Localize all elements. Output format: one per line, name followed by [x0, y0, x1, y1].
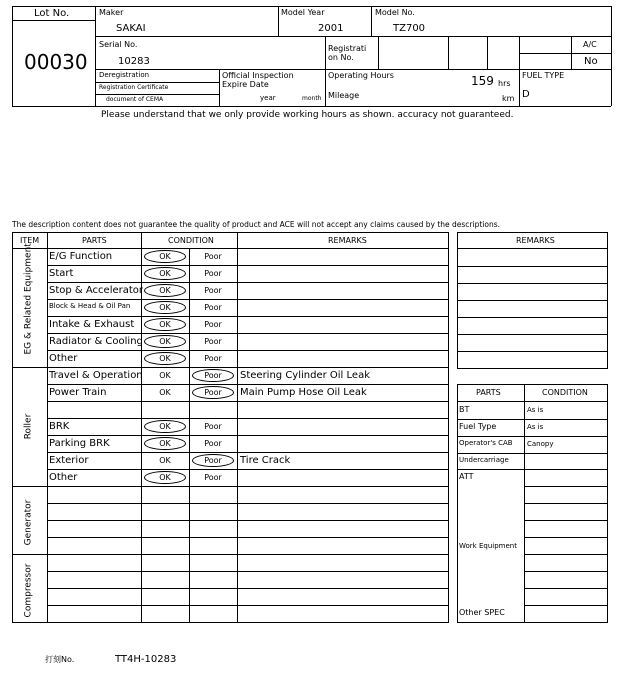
stamp-value: TT4H-10283: [115, 654, 177, 665]
right-condition-fuel-type: As is: [527, 423, 544, 431]
maker-label: Maker: [99, 8, 124, 17]
km-label: km: [502, 94, 515, 103]
selected-condition-circle: [144, 301, 186, 314]
ok-option: OK: [159, 354, 171, 363]
selected-condition-circle: [144, 318, 186, 331]
operating-hours-label: Operating Hours: [328, 71, 394, 80]
ok-option: OK: [159, 337, 171, 346]
part-label: Exterior: [49, 455, 89, 466]
right-part-undercarriage: Undercarriage: [459, 456, 509, 464]
ac-label: A/C: [583, 40, 597, 49]
fuel-type-label: FUEL TYPE: [522, 71, 565, 80]
part-label: Start: [49, 268, 74, 279]
other-spec-label: Other SPEC: [459, 608, 505, 617]
ok-option: OK: [159, 473, 171, 482]
group-label-roller: Roller: [23, 413, 34, 440]
remarks-header: REMARKS: [328, 236, 367, 245]
mileage-label: Mileage: [328, 91, 360, 100]
selected-condition-circle: [144, 352, 186, 365]
model-no-value: TZ700: [393, 23, 426, 34]
poor-option: Poor: [204, 439, 222, 448]
selected-condition-circle: [192, 454, 234, 467]
right-condition-bt: As is: [527, 406, 544, 414]
right-parts-header: PARTS: [476, 388, 501, 397]
poor-option: Poor: [204, 337, 222, 346]
part-label: Other: [49, 353, 78, 364]
deregistration-label: Deregistration: [99, 71, 150, 79]
right-part-fuel-type: Fuel Type: [459, 422, 497, 431]
selected-condition-circle: [144, 437, 186, 450]
right-condition-header: CONDITION: [542, 388, 588, 397]
ac-value: No: [584, 56, 598, 67]
remarks-text: Tire Crack: [240, 455, 291, 466]
ok-option: OK: [159, 439, 171, 448]
model-year-value: 2001: [318, 23, 344, 34]
ok-option: OK: [159, 388, 171, 397]
poor-option: Poor: [204, 354, 222, 363]
condition-header: CONDITION: [168, 236, 214, 245]
poor-option: Poor: [204, 252, 222, 261]
right-remarks-header: REMARKS: [516, 236, 555, 245]
selected-condition-circle: [144, 284, 186, 297]
inspection-label: Official Inspection Expire Date: [222, 71, 294, 89]
ok-option: OK: [159, 286, 171, 295]
part-label: BRK: [49, 421, 70, 432]
serial-value: 10283: [118, 56, 150, 67]
ok-option: OK: [159, 422, 171, 431]
selected-condition-circle: [144, 471, 186, 484]
right-part-operator-cab: Operator's CAB: [459, 439, 513, 447]
right-part-att: ATT: [459, 472, 474, 481]
poor-option: Poor: [204, 286, 222, 295]
month-label: month: [302, 95, 322, 102]
operating-hours-value: 159: [471, 74, 494, 88]
maker-value: SAKAI: [116, 23, 146, 34]
remarks-text: Steering Cylinder Oil Leak: [240, 370, 370, 381]
right-condition-operator-cab: Canopy: [527, 440, 554, 448]
poor-option: Poor: [204, 473, 222, 482]
selected-condition-circle: [192, 369, 234, 382]
part-label: Intake & Exhaust: [49, 319, 135, 330]
item-header: ITEM: [20, 236, 40, 245]
registration-certificate-label: Registration Certificate: [99, 84, 169, 91]
cema-document-label: document of CEMA: [106, 96, 164, 103]
hrs-label: hrs: [498, 79, 511, 88]
selected-condition-circle: [192, 386, 234, 399]
part-label: E/G Function: [49, 251, 113, 262]
selected-condition-circle: [144, 335, 186, 348]
year-label: year: [260, 94, 276, 102]
poor-option: Poor: [204, 422, 222, 431]
selected-condition-circle: [144, 250, 186, 263]
right-part-bt: BT: [459, 405, 470, 414]
part-label: Other: [49, 472, 78, 483]
poor-option: Poor: [204, 320, 222, 329]
part-label: Travel & Operation: [49, 370, 143, 381]
group-label-generator: Generator: [23, 499, 34, 546]
model-no-label: Model No.: [375, 8, 415, 17]
group-label-eg: EG & Related Equipment: [23, 243, 34, 355]
serial-label: Serial No.: [99, 40, 138, 49]
lot-label: Lot No.: [34, 8, 70, 19]
selected-condition-circle: [144, 420, 186, 433]
remarks-text: Main Pump Hose Oil Leak: [240, 387, 367, 398]
ok-option: OK: [159, 320, 171, 329]
selected-condition-circle: [144, 267, 186, 280]
registration-label: Registrati on No.: [328, 44, 367, 63]
poor-option: Poor: [204, 371, 222, 380]
part-label: Radiator & Cooling: [49, 336, 143, 347]
model-year-label: Model Year: [281, 8, 325, 17]
ok-option: OK: [159, 371, 171, 380]
poor-option: Poor: [204, 269, 222, 278]
ok-option: OK: [159, 303, 171, 312]
fuel-type-value: D: [522, 89, 530, 100]
parts-header: PARTS: [82, 236, 107, 245]
poor-option: Poor: [204, 388, 222, 397]
group-label-compressor: Compressor: [23, 563, 34, 618]
ok-option: OK: [159, 269, 171, 278]
poor-option: Poor: [204, 303, 222, 312]
part-label: Block & Head & Oil Pan: [49, 302, 131, 310]
ok-option: OK: [159, 252, 171, 261]
poor-option: Poor: [204, 456, 222, 465]
part-label: Parking BRK: [49, 438, 110, 449]
ok-option: OK: [159, 456, 171, 465]
work-equipment-label: Work Equipment: [459, 542, 517, 550]
disclaimer: The description content does not guarantee the quality of product and ACE will not accept any claims caused by the descriptions.: [12, 220, 501, 229]
part-label: Stop & Accelerator: [49, 285, 144, 296]
part-label: Power Train: [49, 387, 107, 398]
stamp-label: 打刻No.: [45, 655, 75, 664]
hours-note: Please understand that we only provide working hours as shown. accuracy not guaranteed.: [101, 110, 514, 120]
lot-number: 00030: [24, 50, 88, 74]
